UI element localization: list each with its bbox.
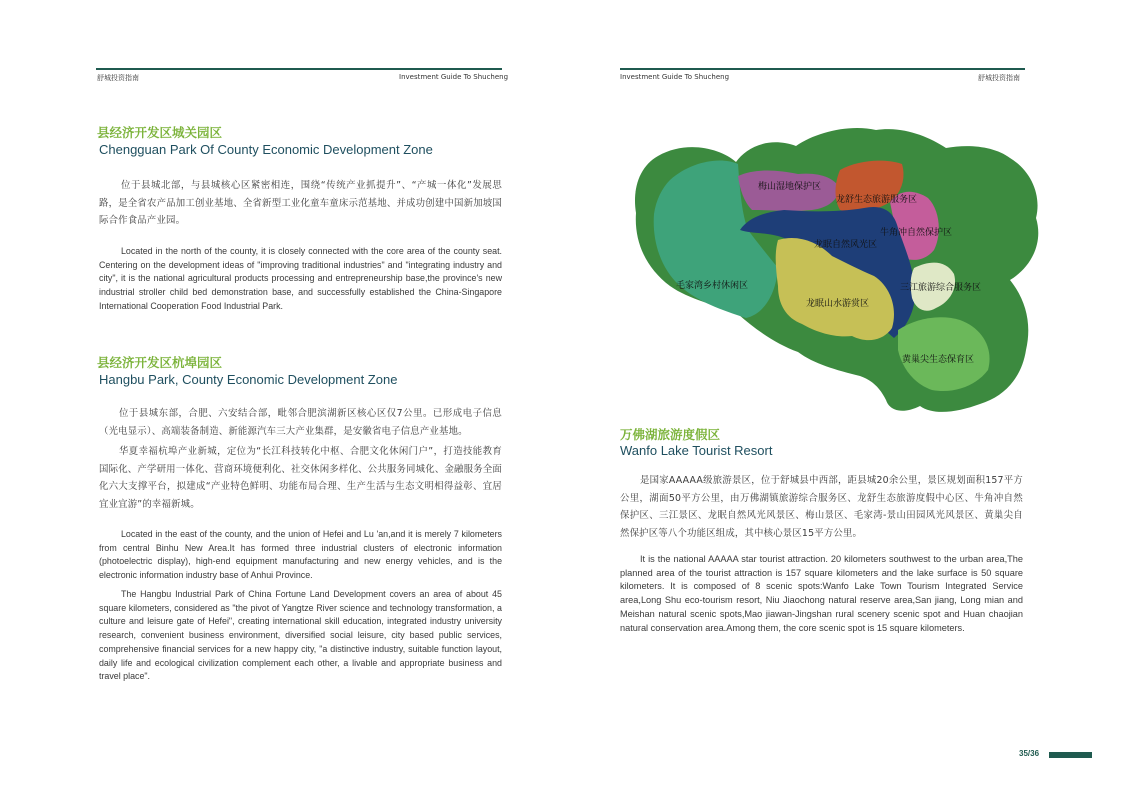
section2-paragraph-zh-1: 位于县城东部，合肥、六安结合部，毗邻合肥滨湖新区核心区仅7公里。已形成电子信息（光电显示）、高端装备制造、新能源汽车三大产业集群，是安徽省电子信息产业基地。 [99,408,502,437]
map-label-meishan: 梅山湿地保护区 [758,182,822,192]
page-number-bar [1049,752,1092,758]
map-label-longmian-nature: 龙眠自然风光区 [814,240,878,250]
header-subtitle-right: Investment Guide To Shucheng [620,73,730,81]
section2-title-zh: 县经济开发区杭埠园区 [97,355,223,370]
header-title-left: 舒城投资指南 [97,74,139,82]
section2-paragraph-zh-2: 华夏幸福杭埠产业新城，定位为“长江科技转化中枢、合肥文化休闲门户”，打造技能教育国际化、产学研用一体化、营商环境便利化、社交休闲多样化、公共服务同城化、金融服务全面化六大支撑平台，拟建成“产业特色鲜明、功能布局合理、生产生活与生态文明相得益彰、宜居宜业宜游”的幸福新城。 [99,446,502,510]
wanfo-title-en: Wanfo Lake Tourist Resort [620,443,773,458]
section2-paragraph-en-2: The Hangbu Industrial Park of China Fortune Land Development covers an area of about 45 square kilometers, considered as "the pivot of Yangtze River science and technology transformation, a culture and leisure gate of Hefei", creating international skill education, integrated industry university research, convenient business environment, diversified social leisure, city based public services, comprehensive financial services for a new happy city, "a distinctive industry, suitable function layout, daily life and ecological civilization complement each other, a livable and appropriate business and travel place". [99,589,502,682]
wanfo-paragraph-zh: 是国家AAAAA级旅游景区，位于舒城县中西部，距县城20余公里，景区规划面积157平方公里，湖面50平方公里，由万佛湖镇旅游综合服务区、龙舒生态旅游度假中心区、牛角冲自然保护区、三江景区、龙眠自然风光风景区、梅山景区、毛家湾-景山田园风光风景区、黄巢尖自然保护区等八个功能区组成，其中核心景区15平方公里。 [620,475,1023,539]
wanfo-paragraph-en: It is the national AAAAA star tourist attraction. 20 kilometers southwest to the urban area,The planned area of the tourist attraction is 157 square kilometers and the lake surface is 50 square kilometers. It is composed of 8 scenic spots:Wanfo Lake Town Tourism Integrated Service area,Long Shu eco-tourism resort, Niu Jiaochong natural reserve area,San jiang, Long mian and Meishan natural scenic spots,Mao jiawan-Jingshan rural scenery scenic spot and Huan chaojian natural conservation area.Among them, the core scenic spot is 15 square kilometers. [620,554,1023,633]
section1-title-en: Chengguan Park Of County Economic Development Zone [99,142,433,157]
page-number: 35/36 [1019,749,1040,758]
header-rule-right [620,68,1025,70]
map-label-sanjiang: 三江旅游综合服务区 [900,283,982,293]
header-subtitle-left: Investment Guide To Shucheng [399,73,509,81]
wanfo-title-zh: 万佛湖旅游度假区 [620,427,721,442]
map-label-longmian-water: 龙眠山水游赏区 [806,299,870,309]
map-label-niujiao: 牛角冲自然保护区 [880,228,953,238]
section1-title-zh: 县经济开发区城关园区 [97,125,223,140]
section2-paragraph-en-1: Located in the east of the county, and the union of Hefei and Lu 'an,and it is merely 7 kilometers from central Binhu New Area.It has formed three industrial clusters of electronic information (photoelectric display), high-end equipment manufacturing and new energy vehicles, and is the electronic information industry base of Anhui Province. [99,529,502,581]
map-label-huangchao: 黄巢尖生态保育区 [902,355,975,365]
wanfo-lake-zone-map [628,118,1054,418]
header-title-right: 舒城投资指南 [978,74,1020,82]
section2-title-en: Hangbu Park, County Economic Development Zone [99,372,398,387]
map-label-longshu: 龙舒生态旅游服务区 [836,195,918,205]
map-label-maojiawan: 毛家湾乡村休闲区 [676,281,749,291]
section1-paragraph-zh: 位于县城北部，与县城核心区紧密相连，围绕“传统产业抓提升”、“产城一体化”发展思路，是全省农产品加工创业基地、全省新型工业化童车童床示范基地、并成功创建中国新加坡国际合作食品产业园。 [99,180,502,226]
section1-paragraph-en: Located in the north of the county, it is closely connected with the core area of the county seat. Centering on the development ideas of "improving traditional industries" and "integrating industry and city", it is the national agricultural products processing and entrepreneurship base,the province's new industrial stroller child bed demonstration base, and successfully established the China-Singapore International Cooperation Food Industrial Park. [99,246,502,311]
header-rule-left [96,68,502,70]
